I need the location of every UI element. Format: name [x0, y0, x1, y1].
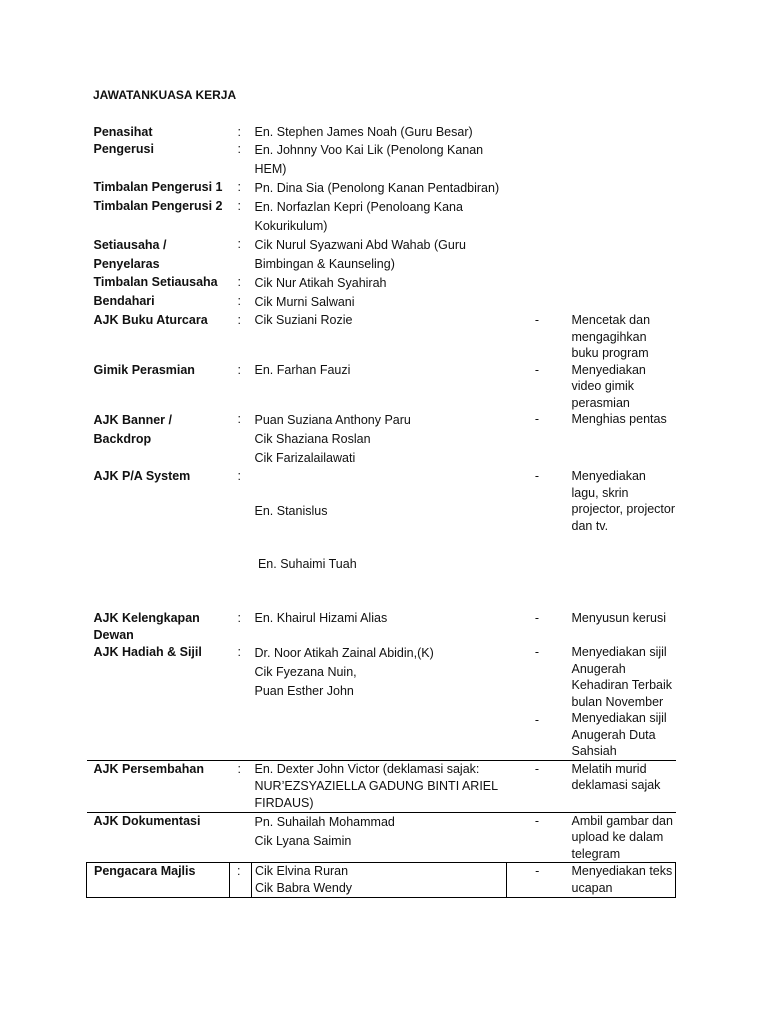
role-label: Bendahari [93, 294, 155, 308]
role-label: Pengacara Majlis [87, 863, 230, 898]
role-label: Penasihat [93, 125, 153, 139]
member-name: Puan Esther John [254, 684, 354, 698]
member-name: En. Johnny Voo Kai Lik (Penolong Kanan HEM) [254, 143, 484, 176]
role-label: Pengerusi [93, 142, 154, 156]
task-text: Menyediakan sijil Anugerah Kehadiran Terbaik bulan November [571, 645, 673, 709]
member-name: Cik Murni Salwani [254, 295, 355, 309]
task-text: Melatih murid deklamasi sajak [571, 761, 661, 792]
role-label: AJK Persembahan [87, 760, 230, 812]
task-text: Ambil gambar dan upload ke dalam telegram [571, 813, 673, 861]
table-row: Pengerusi : En. Johnny Voo Kai Lik (Penolong Kanan HEM) [87, 141, 676, 179]
member-name: Pn. Dina Sia (Penolong Kanan Pentadbiran) [254, 181, 500, 195]
member-name: Cik Fyezana Nuin, [254, 665, 357, 679]
table-row: AJK Kelengkapan Dewan : En. Khairul Hizami Alias - Menyusun kerusi [87, 608, 676, 644]
role-label: AJK P/A System [93, 469, 191, 483]
member-name: En. Suhaimi Tuah [254, 557, 357, 571]
table-row: AJK P/A System : En. Stanislus En. Suhaimi Tuah - Menyediakan lagu, skrin projector, projector dan tv. [87, 468, 676, 608]
committee-table [86, 124, 676, 898]
member-name: Cik Nur Atikah Syahirah [254, 276, 387, 290]
table-row: Timbalan Pengerusi 2 : En. Norfazlan Kepri (Penoloang Kana Kokurikulum) [87, 198, 676, 236]
task-text: Mencetak dan mengagihkan buku program [571, 313, 651, 360]
member-name: Puan Suziana Anthony Paru [254, 413, 411, 427]
table-row: AJK Banner / Backdrop : Puan Suziana Anthony Paru Cik Shaziana Roslan Cik Farizalailawati - Menghias pentas [87, 411, 676, 468]
member-name: En. Dexter John Victor (deklamasi sajak: NUR’EZSYAZIELLA GADUNG BINTI ARIEL FIRDAUS) [254, 761, 498, 810]
role-label: AJK Kelengkapan Dewan [93, 611, 200, 642]
table-row: AJK Buku Aturcara : Cik Suziani Rozie - Mencetak dan mengagihkan buku program [87, 312, 676, 362]
member-name: En. Khairul Hizami Alias [254, 611, 388, 625]
task-text: Menyediakan lagu, skrin projector, projector dan tv. [571, 469, 676, 533]
table-row: Pengacara Majlis : Cik Elvina Ruran Cik Babra Wendy - Menyediakan teks ucapan [87, 863, 676, 898]
member-name: Cik Babra Wendy [255, 881, 353, 895]
table-row: Timbalan Pengerusi 1 : Pn. Dina Sia (Penolong Kanan Pentadbiran) [87, 179, 676, 198]
task-text: Menghias pentas [571, 412, 667, 426]
member-name: En. Norfazlan Kepri (Penoloang Kana Kokurikulum) [254, 200, 463, 233]
role-label: AJK Banner / Backdrop [93, 413, 172, 446]
table-row: Setiausaha / Penyelaras : Cik Nurul Syazwani Abd Wahab (Guru Bimbingan & Kaunseling) [87, 236, 676, 274]
member-name: En. Stanislus [254, 504, 328, 518]
member-name: En. Stephen James Noah (Guru Besar) [254, 125, 473, 139]
member-name: Pn. Suhailah Mohammad [254, 814, 395, 829]
member-name: Cik Suziani Rozie [254, 313, 353, 327]
member-name: Cik Farizalailawati [254, 451, 356, 465]
table-row: AJK Persembahan : En. Dexter John Victor (deklamasi sajak: NUR’EZSYAZIELLA GADUNG BINTI ARIEL FIRDAUS) - Melatih murid deklamasi sajak [87, 760, 676, 812]
member-name: En. Farhan Fauzi [254, 362, 351, 377]
table-row: Penasihat : En. Stephen James Noah (Guru Besar) [87, 124, 676, 141]
table-row: Timbalan Setiausaha : Cik Nur Atikah Syahirah [87, 274, 676, 293]
role-label: AJK Buku Aturcara [93, 313, 208, 327]
role-label: Gimik Perasmian [93, 362, 195, 377]
table-row: Bendahari : Cik Murni Salwani [87, 293, 676, 312]
document-title: JAWATANKUASA KERJA [93, 88, 237, 102]
task-text: Menyusun kerusi [571, 611, 666, 625]
member-name: Cik Lyana Saimin [254, 833, 352, 848]
table-row: AJK Hadiah & Sijil : Dr. Noor Atikah Zainal Abidin,(K) Cik Fyezana Nuin, Puan Esther John - - Menyediakan sijil Anugerah Kehadiran Terbaik bulan November Menyediakan sijil Anugerah Duta Sahsiah [87, 644, 676, 760]
task-text: Menyediakan video gimik perasmian [571, 362, 646, 410]
table-row: Gimik Perasmian : En. Farhan Fauzi - Menyediakan video gimik perasmian [87, 362, 676, 412]
member-name: Cik Shaziana Roslan [254, 432, 371, 446]
role-label: Timbalan Pengerusi 2 [93, 199, 223, 213]
role-label: AJK Hadiah & Sijil [93, 645, 202, 659]
task-text: Menyediakan teks ucapan [571, 864, 673, 895]
role-label: Setiausaha / Penyelaras [93, 238, 167, 271]
task-text: Menyediakan sijil Anugerah Duta Sahsiah [571, 711, 667, 758]
member-name: Cik Elvina Ruran [255, 864, 349, 878]
role-label: Timbalan Pengerusi 1 [93, 180, 223, 194]
member-name: Cik Nurul Syazwani Abd Wahab (Guru Bimbingan & Kaunseling) [254, 238, 466, 271]
role-label: Timbalan Setiausaha [93, 275, 218, 289]
role-label: AJK Dokumentasi [87, 812, 230, 863]
table-row: AJK Dokumentasi Pn. Suhailah Mohammad Cik Lyana Saimin - Ambil gambar dan upload ke dalam telegram [87, 812, 676, 863]
member-name: Dr. Noor Atikah Zainal Abidin,(K) [254, 646, 434, 660]
